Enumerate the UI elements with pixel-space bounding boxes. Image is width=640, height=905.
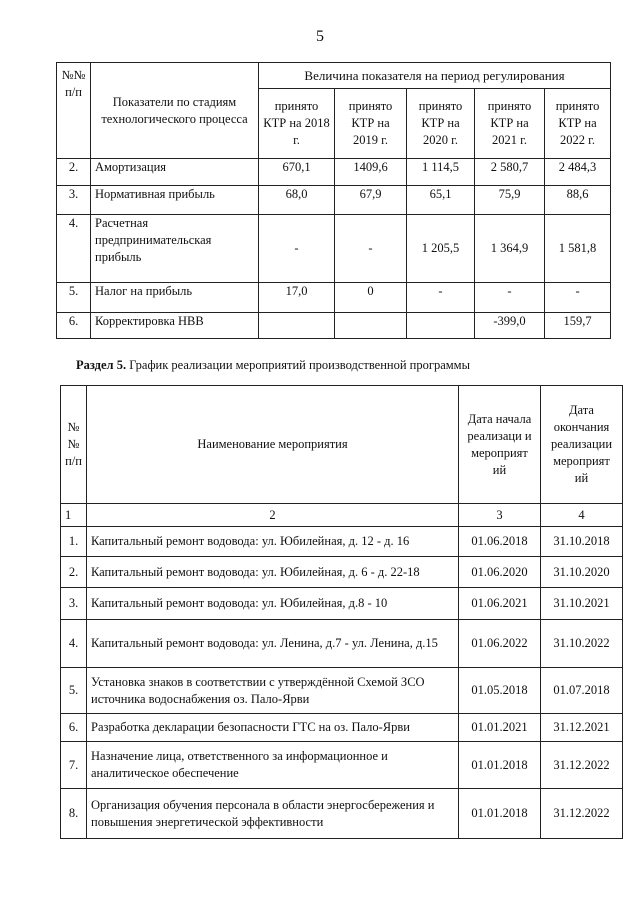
- row-name: Корректировка НВВ: [91, 313, 259, 339]
- row-start: 01.06.2018: [459, 527, 541, 557]
- row-value: 0: [335, 283, 407, 313]
- row-value: -: [335, 215, 407, 283]
- indicators-table: [56, 62, 611, 339]
- row-start: 01.01.2018: [459, 742, 541, 789]
- row-name: Установка знаков в соответствии с утверждённой Схемой ЗСО источника водоснабжения оз. Пало-Ярви: [87, 668, 459, 714]
- row-num: 4.: [57, 215, 91, 283]
- table-row: [57, 283, 611, 313]
- table-row: [61, 557, 623, 588]
- t1-header-group: Величина показателя на период регулирования: [259, 63, 611, 89]
- row-start: 01.06.2020: [459, 557, 541, 588]
- row-value: 65,1: [407, 186, 475, 215]
- row-num: 4.: [61, 620, 87, 668]
- row-num: 2.: [61, 557, 87, 588]
- table-row: [61, 668, 623, 714]
- t2-header-end: Дата окончания реализации мероприят ий: [541, 386, 623, 504]
- t1-year-2019: принято КТР на 2019 г.: [335, 89, 407, 159]
- row-value: -: [475, 283, 545, 313]
- row-value: [407, 313, 475, 339]
- row-value: 2 580,7: [475, 159, 545, 186]
- table-row: [61, 527, 623, 557]
- table2-header-row: [61, 386, 623, 504]
- row-value: 1 205,5: [407, 215, 475, 283]
- row-num: 6.: [61, 714, 87, 742]
- table1-header-row: [57, 63, 611, 89]
- section-label: Раздел 5.: [76, 358, 127, 372]
- t1-year-2018: принято КТР на 2018 г.: [259, 89, 335, 159]
- t2-header-name: Наименование мероприятия: [87, 386, 459, 504]
- row-name: Капитальный ремонт водовода: ул. Юбилейная, д. 6 - д. 22-18: [87, 557, 459, 588]
- section-heading: [76, 358, 470, 373]
- row-start: 01.06.2021: [459, 588, 541, 620]
- table-row: [61, 714, 623, 742]
- colnum-cell: 2: [87, 504, 459, 527]
- t1-header-indicator: Показатели по стадиям технологического процесса: [91, 63, 259, 159]
- row-value: -: [407, 283, 475, 313]
- row-end: 01.07.2018: [541, 668, 623, 714]
- t1-year-2020: принято КТР на 2020 г.: [407, 89, 475, 159]
- row-value: [259, 313, 335, 339]
- row-num: 2.: [57, 159, 91, 186]
- row-value: 68,0: [259, 186, 335, 215]
- row-name: Налог на прибыль: [91, 283, 259, 313]
- colnum-cell: 3: [459, 504, 541, 527]
- row-num: 1.: [61, 527, 87, 557]
- t2-header-num: №№ п/п: [61, 386, 87, 504]
- row-end: 31.10.2021: [541, 588, 623, 620]
- row-name: Организация обучения персонала в области энергосбережения и повышения энергетической эффективности: [87, 789, 459, 839]
- row-value: 1 364,9: [475, 215, 545, 283]
- row-value: 17,0: [259, 283, 335, 313]
- table-row: [57, 159, 611, 186]
- row-name: Капитальный ремонт водовода: ул. Ленина, д.7 - ул. Ленина, д.15: [87, 620, 459, 668]
- section-title: График реализации мероприятий производственной программы: [129, 358, 470, 372]
- row-end: 31.10.2020: [541, 557, 623, 588]
- row-start: 01.01.2021: [459, 714, 541, 742]
- row-name: Амортизация: [91, 159, 259, 186]
- row-name: Капитальный ремонт водовода: ул. Юбилейная, д.8 - 10: [87, 588, 459, 620]
- row-start: 01.01.2018: [459, 789, 541, 839]
- row-start: 01.05.2018: [459, 668, 541, 714]
- row-end: 31.10.2018: [541, 527, 623, 557]
- colnum-cell: 1: [61, 504, 87, 527]
- row-num: 8.: [61, 789, 87, 839]
- table-row: [61, 789, 623, 839]
- colnum-cell: 4: [541, 504, 623, 527]
- row-end: 31.12.2022: [541, 789, 623, 839]
- row-name: Назначение лица, ответственного за информационное и аналитическое обеспечение: [87, 742, 459, 789]
- row-value: 75,9: [475, 186, 545, 215]
- table-row: [61, 620, 623, 668]
- row-name: Капитальный ремонт водовода: ул. Юбилейная, д. 12 - д. 16: [87, 527, 459, 557]
- row-value: 2 484,3: [545, 159, 611, 186]
- t1-year-2022: принято КТР на 2022 г.: [545, 89, 611, 159]
- row-name: Разработка декларации безопасности ГТС на оз. Пало-Ярви: [87, 714, 459, 742]
- row-num: 5.: [57, 283, 91, 313]
- row-start: 01.06.2022: [459, 620, 541, 668]
- table-row: [57, 313, 611, 339]
- row-value: 159,7: [545, 313, 611, 339]
- row-value: 1 114,5: [407, 159, 475, 186]
- row-name: Расчетная предпринимательская прибыль: [91, 215, 259, 283]
- row-value: 670,1: [259, 159, 335, 186]
- t1-year-2021: принято КТР на 2021 г.: [475, 89, 545, 159]
- table-row: [57, 186, 611, 215]
- row-end: 31.12.2021: [541, 714, 623, 742]
- row-value: 1 581,8: [545, 215, 611, 283]
- t1-header-num: №№ п/п: [57, 63, 91, 159]
- table2-colnum-row: [61, 504, 623, 527]
- row-num: 3.: [57, 186, 91, 215]
- row-num: 5.: [61, 668, 87, 714]
- table-row: [61, 588, 623, 620]
- row-name: Нормативная прибыль: [91, 186, 259, 215]
- row-num: 6.: [57, 313, 91, 339]
- schedule-table: [60, 385, 623, 839]
- row-value: [335, 313, 407, 339]
- row-value: -399,0: [475, 313, 545, 339]
- row-end: 31.10.2022: [541, 620, 623, 668]
- table-row: [57, 215, 611, 283]
- row-end: 31.12.2022: [541, 742, 623, 789]
- t2-header-start: Дата начала реализаци и мероприят ий: [459, 386, 541, 504]
- table-row: [61, 742, 623, 789]
- row-num: 7.: [61, 742, 87, 789]
- row-value: -: [259, 215, 335, 283]
- row-value: -: [545, 283, 611, 313]
- row-value: 67,9: [335, 186, 407, 215]
- row-value: 1409,6: [335, 159, 407, 186]
- row-num: 3.: [61, 588, 87, 620]
- page-number: 5: [316, 28, 324, 45]
- row-value: 88,6: [545, 186, 611, 215]
